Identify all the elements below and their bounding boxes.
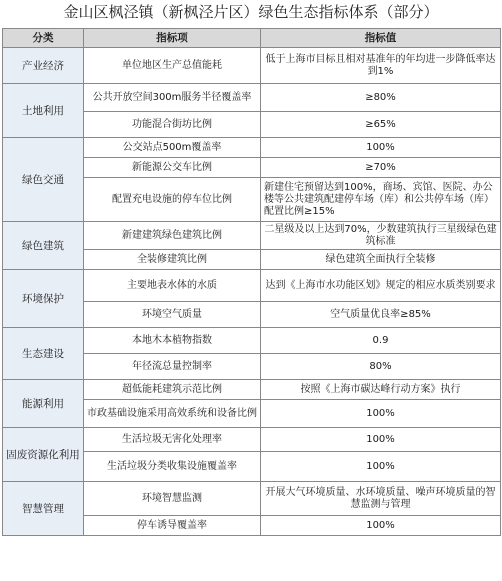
value-cell: 100% <box>261 428 501 452</box>
category-cell: 生态建设 <box>3 328 84 380</box>
value-cell: 100% <box>261 400 501 428</box>
value-cell: 绿色建筑全面执行全装修 <box>261 250 501 270</box>
value-cell: ≥80% <box>261 84 501 112</box>
indicator-cell: 公交站点500m覆盖率 <box>84 138 261 158</box>
indicator-cell: 环境空气质量 <box>84 302 261 328</box>
table-row <box>3 270 501 302</box>
table-row <box>3 428 501 452</box>
indicator-cell: 新能源公交车比例 <box>84 158 261 178</box>
value-cell: 开展大气环境质量、水环境质量、噪声环境质量的智慧监测与管理 <box>261 482 501 516</box>
category-cell: 绿色建筑 <box>3 222 84 270</box>
value-cell: 低于上海市目标且相对基准年的年均进一步降低率达到1% <box>261 48 501 84</box>
value-cell: ≥65% <box>261 112 501 138</box>
indicator-cell: 环境智慧监测 <box>84 482 261 516</box>
header-category: 分类 <box>3 29 84 48</box>
indicator-cell: 主要地表水体的水质 <box>84 270 261 302</box>
indicator-cell: 配置充电设施的停车位比例 <box>84 178 261 222</box>
table-title: 金山区枫泾镇（新枫泾片区）绿色生态指标体系（部分） <box>63 3 439 21</box>
value-cell: 100% <box>261 516 501 536</box>
value-cell: 100% <box>261 138 501 158</box>
category-cell: 土地利用 <box>3 84 84 138</box>
category-cell: 能源利用 <box>3 380 84 428</box>
table-row <box>3 328 501 354</box>
indicator-cell: 单位地区生产总值能耗 <box>84 48 261 84</box>
indicator-cell: 市政基础设施采用高效系统和设备比例 <box>84 400 261 428</box>
value-cell: ≥70% <box>261 158 501 178</box>
table-row <box>3 222 501 250</box>
category-cell: 产业经济 <box>3 48 84 84</box>
value-cell: 二星级及以上达到70%，少数建筑执行三星级绿色建筑标准 <box>261 222 501 250</box>
indicator-cell: 公共开放空间300m服务半径覆盖率 <box>84 84 261 112</box>
value-cell: 按照《上海市碳达峰行动方案》执行 <box>261 380 501 400</box>
indicator-table <box>2 28 501 536</box>
table-row <box>3 482 501 516</box>
value-cell: 100% <box>261 452 501 482</box>
category-cell: 绿色交通 <box>3 138 84 222</box>
category-cell: 智慧管理 <box>3 482 84 536</box>
indicator-cell: 超低能耗建筑示范比例 <box>84 380 261 400</box>
header-value: 指标值 <box>261 29 501 48</box>
value-cell: 0.9 <box>261 328 501 354</box>
value-cell: 空气质量优良率≥85% <box>261 302 501 328</box>
value-cell: 达到《上海市水功能区划》规定的相应水质类别要求 <box>261 270 501 302</box>
indicator-cell: 生活垃圾分类收集设施覆盖率 <box>84 452 261 482</box>
header-row <box>3 29 501 48</box>
value-cell: 新建住宅预留达到100%，商场、宾馆、医院、办公楼等公共建筑配建停车场（库）和公共停车场（库）配置比例≥15% <box>261 178 501 222</box>
table-row <box>3 48 501 84</box>
indicator-cell: 停车诱导覆盖率 <box>84 516 261 536</box>
indicator-cell: 全装修建筑比例 <box>84 250 261 270</box>
table-row <box>3 84 501 112</box>
category-cell: 环境保护 <box>3 270 84 328</box>
table-row <box>3 138 501 158</box>
indicator-cell: 生活垃圾无害化处理率 <box>84 428 261 452</box>
category-cell: 固废资源化利用 <box>3 428 84 482</box>
indicator-cell: 功能混合街坊比例 <box>84 112 261 138</box>
header-indicator: 指标项 <box>84 29 261 48</box>
indicator-cell: 本地木本植物指数 <box>84 328 261 354</box>
indicator-cell: 新建建筑绿色建筑比例 <box>84 222 261 250</box>
indicator-cell: 年径流总量控制率 <box>84 354 261 380</box>
value-cell: 80% <box>261 354 501 380</box>
table-row <box>3 380 501 400</box>
